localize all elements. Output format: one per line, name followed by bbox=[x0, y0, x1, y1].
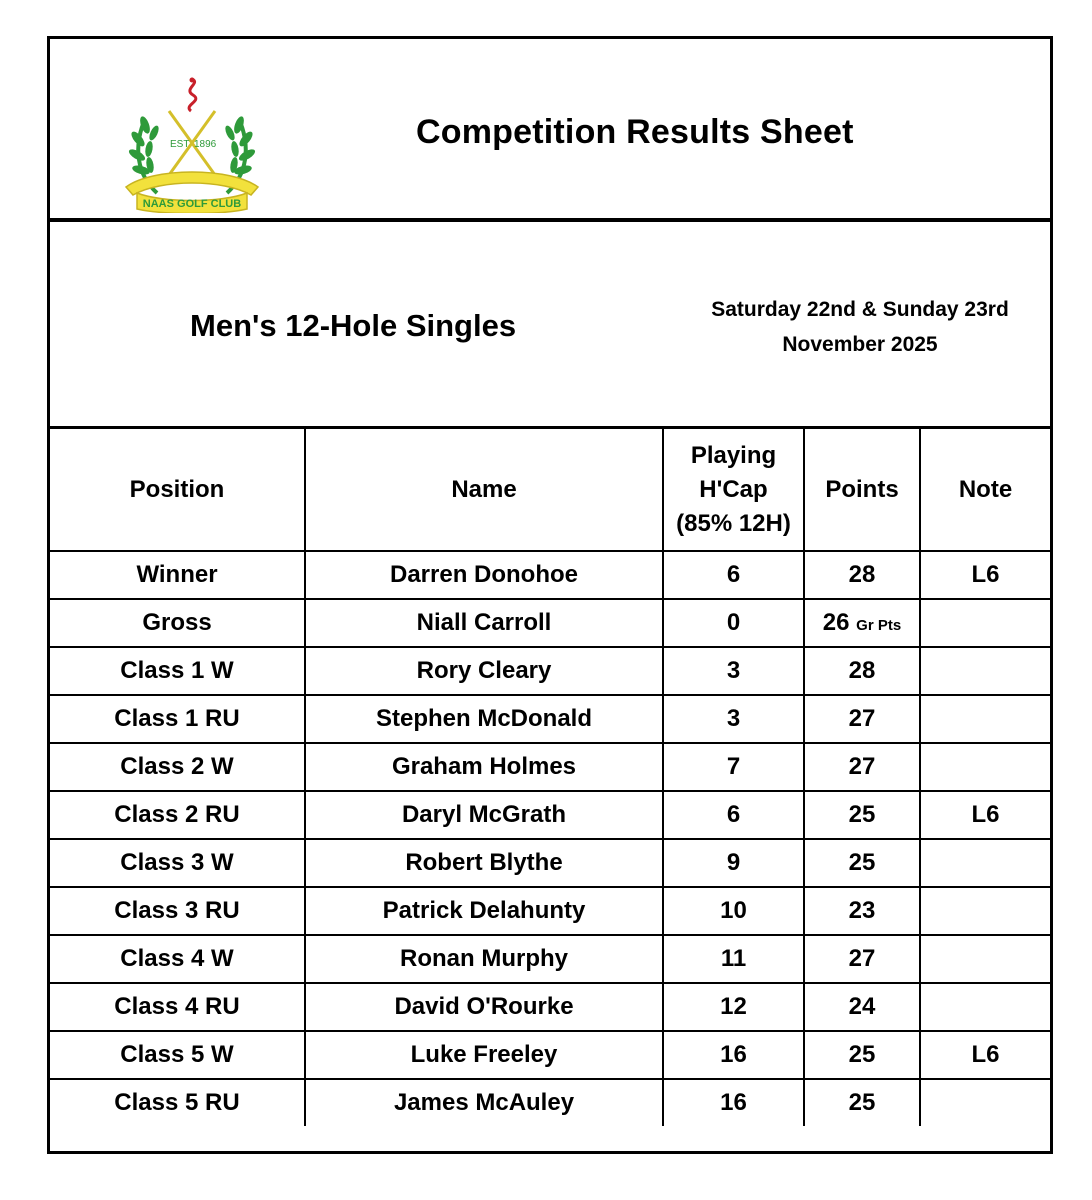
cell-position: Class 2 RU bbox=[50, 791, 305, 839]
cell-hcap: 12 bbox=[663, 983, 804, 1031]
cell-hcap: 6 bbox=[663, 551, 804, 599]
table-row bbox=[50, 599, 1050, 647]
header-name: Name bbox=[305, 429, 663, 551]
cell-points-suffix: Gr Pts bbox=[856, 617, 902, 634]
header-points: Points bbox=[804, 429, 920, 551]
header-hcap-line2: H'Cap bbox=[699, 475, 768, 503]
results-sheet bbox=[47, 36, 1053, 1154]
cell-points: 27 bbox=[804, 935, 920, 983]
cell-name: Rory Cleary bbox=[305, 647, 663, 695]
cell-position: Class 3 W bbox=[50, 839, 305, 887]
header-note: Note bbox=[920, 429, 1050, 551]
cell-note: L6 bbox=[920, 791, 1050, 839]
logo-club-name: NAAS GOLF CLUB bbox=[142, 198, 242, 210]
table-row bbox=[50, 695, 1050, 743]
cell-hcap: 3 bbox=[663, 695, 804, 743]
cell-name: James McAuley bbox=[305, 1079, 663, 1126]
cell-position: Class 1 W bbox=[50, 647, 305, 695]
competition-band bbox=[50, 222, 1050, 429]
cell-points: 28 bbox=[804, 551, 920, 599]
table-row bbox=[50, 551, 1050, 599]
cell-position: Class 4 RU bbox=[50, 983, 305, 1031]
sheet-title: Competition Results Sheet bbox=[416, 113, 854, 151]
cell-name: David O'Rourke bbox=[305, 983, 663, 1031]
cell-note bbox=[920, 887, 1050, 935]
results-table bbox=[50, 429, 1050, 1126]
header-hcap-line3: (85% 12H) bbox=[676, 509, 791, 537]
cell-points: 25 bbox=[804, 791, 920, 839]
logo-year-text: 1896 bbox=[194, 139, 217, 150]
cell-position: Class 1 RU bbox=[50, 695, 305, 743]
cell-note: L6 bbox=[920, 1031, 1050, 1079]
cell-name: Stephen McDonald bbox=[305, 695, 663, 743]
cell-note bbox=[920, 695, 1050, 743]
cell-name: Darren Donohoe bbox=[305, 551, 663, 599]
club-name-ribbon bbox=[126, 172, 258, 213]
cell-points: 27 bbox=[804, 695, 920, 743]
cell-hcap: 10 bbox=[663, 887, 804, 935]
cell-hcap: 0 bbox=[663, 599, 804, 647]
cell-note bbox=[920, 839, 1050, 887]
cell-hcap: 9 bbox=[663, 839, 804, 887]
cell-points bbox=[804, 599, 920, 647]
table-row bbox=[50, 1079, 1050, 1126]
competition-date bbox=[680, 292, 1040, 362]
cell-hcap: 16 bbox=[663, 1079, 804, 1126]
cell-name: Graham Holmes bbox=[305, 743, 663, 791]
cell-points: 24 bbox=[804, 983, 920, 1031]
cell-name: Ronan Murphy bbox=[305, 935, 663, 983]
cell-note bbox=[920, 743, 1050, 791]
competition-name: Men's 12-Hole Singles bbox=[190, 308, 517, 343]
cell-points: 25 bbox=[804, 839, 920, 887]
cell-position: Class 4 W bbox=[50, 935, 305, 983]
cell-position: Class 2 W bbox=[50, 743, 305, 791]
cell-position: Winner bbox=[50, 551, 305, 599]
cell-note bbox=[920, 1079, 1050, 1126]
cell-name: Luke Freeley bbox=[305, 1031, 663, 1079]
cell-position: Class 3 RU bbox=[50, 887, 305, 935]
cell-position: Gross bbox=[50, 599, 305, 647]
table-row bbox=[50, 839, 1050, 887]
table-row bbox=[50, 983, 1050, 1031]
club-logo bbox=[123, 75, 261, 213]
cell-points: 27 bbox=[804, 743, 920, 791]
header-playing-hcap bbox=[663, 429, 804, 551]
cell-name: Robert Blythe bbox=[305, 839, 663, 887]
logo-est-text: EST bbox=[170, 139, 190, 150]
cell-points: 25 bbox=[804, 1031, 920, 1079]
cell-name: Daryl McGrath bbox=[305, 791, 663, 839]
cell-hcap: 6 bbox=[663, 791, 804, 839]
cell-hcap: 11 bbox=[663, 935, 804, 983]
table-row bbox=[50, 887, 1050, 935]
cell-name: Niall Carroll bbox=[305, 599, 663, 647]
table-row bbox=[50, 1031, 1050, 1079]
competition-date-line2: November 2025 bbox=[782, 333, 938, 356]
cell-points: 23 bbox=[804, 887, 920, 935]
cell-points: 25 bbox=[804, 1079, 920, 1126]
table-row bbox=[50, 791, 1050, 839]
cell-position: Class 5 W bbox=[50, 1031, 305, 1079]
table-header-row bbox=[50, 429, 1050, 551]
cell-hcap: 16 bbox=[663, 1031, 804, 1079]
sheet-header bbox=[50, 39, 1050, 222]
cell-hcap: 3 bbox=[663, 647, 804, 695]
cell-position: Class 5 RU bbox=[50, 1079, 305, 1126]
cell-note bbox=[920, 983, 1050, 1031]
header-hcap-line1: Playing bbox=[690, 441, 777, 469]
cell-note bbox=[920, 647, 1050, 695]
table-row bbox=[50, 647, 1050, 695]
cell-note bbox=[920, 599, 1050, 647]
cell-points: 28 bbox=[804, 647, 920, 695]
table-row bbox=[50, 743, 1050, 791]
header-position: Position bbox=[50, 429, 305, 551]
cell-points-value: 26 bbox=[822, 609, 850, 636]
table-row bbox=[50, 935, 1050, 983]
cell-hcap: 7 bbox=[663, 743, 804, 791]
cell-name: Patrick Delahunty bbox=[305, 887, 663, 935]
serpent-staff-icon bbox=[189, 78, 196, 112]
cell-note: L6 bbox=[920, 551, 1050, 599]
cell-note bbox=[920, 935, 1050, 983]
competition-date-line1: Saturday 22nd & Sunday 23rd bbox=[711, 298, 1009, 321]
